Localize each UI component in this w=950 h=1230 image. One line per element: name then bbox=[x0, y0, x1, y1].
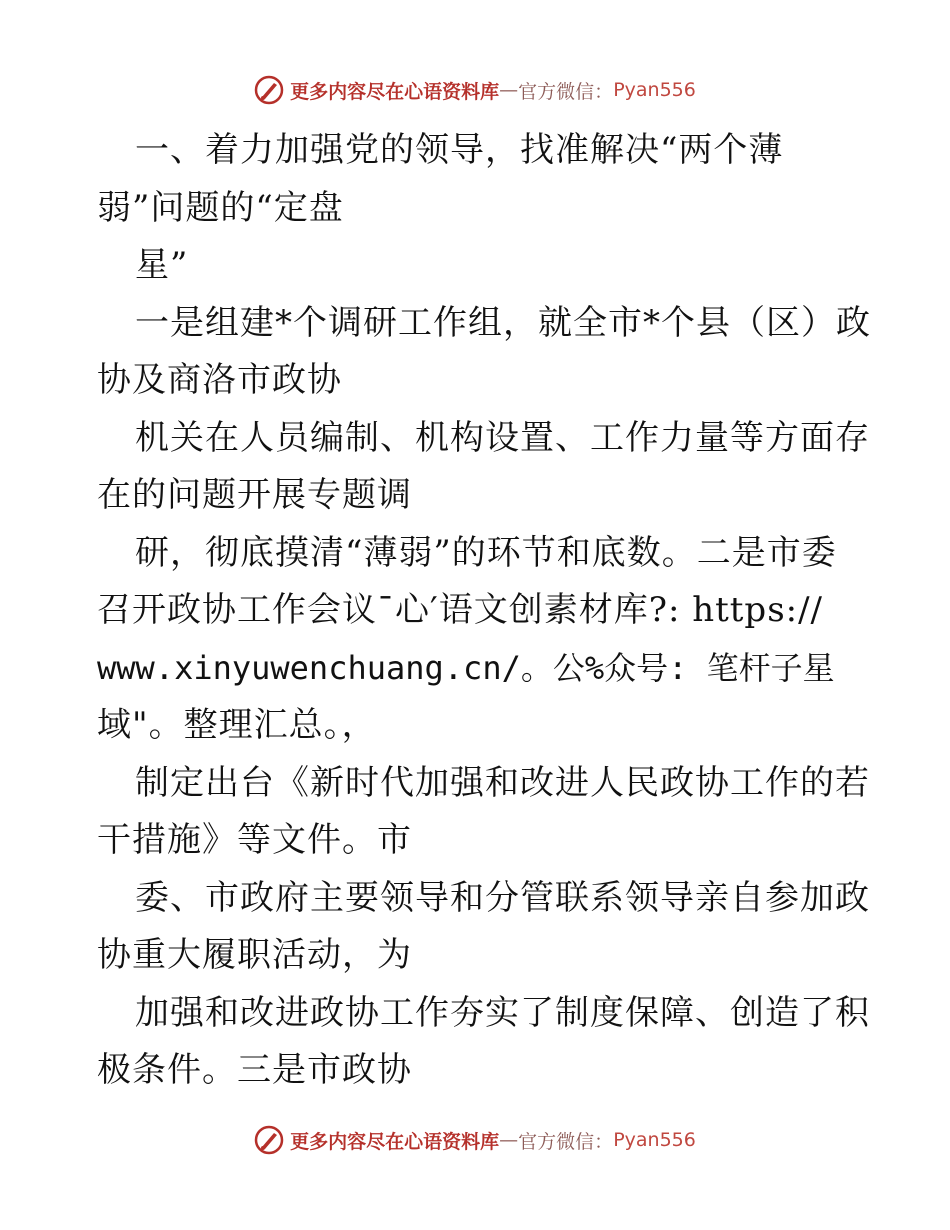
text-line: 一、着力加强党的领导，找准解决“两个薄 bbox=[135, 130, 784, 170]
text-line: 一是组建*个调研工作组，就全市*个县（区）政 bbox=[135, 302, 871, 343]
text-line: 星” bbox=[135, 245, 189, 285]
text-line: 协及商洛市政协 bbox=[97, 360, 342, 400]
text-line: 机关在人员编制、机构设置、工作力量等方面存 bbox=[135, 417, 870, 458]
text-line: 加强和改进政协工作夯实了制度保障、创造了积 bbox=[135, 992, 870, 1033]
document-body bbox=[97, 122, 887, 1100]
header-watermark bbox=[0, 70, 950, 110]
footer-watermark bbox=[0, 1120, 950, 1160]
text-line: 委、市政府主要领导和分管联系领导亲自参加政 bbox=[135, 877, 870, 918]
text-line: 弱”问题的“定盘 bbox=[97, 187, 344, 228]
watermark-id: Pyan556 bbox=[613, 79, 696, 101]
text-line: 极条件。三是市政协 bbox=[97, 1050, 412, 1090]
text-line: 制定出台《新时代加强和改进人民政协工作的若 bbox=[135, 762, 870, 803]
watermark-main-text: 更多内容尽在心语资料库 bbox=[290, 80, 500, 103]
watermark-id: Pyan556 bbox=[613, 1129, 696, 1151]
text-line: 域"。整理汇总。， bbox=[97, 705, 377, 745]
watermark-separator: — bbox=[499, 1129, 519, 1151]
text-line: 干措施》等文件。市 bbox=[97, 820, 412, 860]
watermark-main-text: 更多内容尽在心语资料库 bbox=[290, 1130, 500, 1153]
text-line: 召开政协工作会议¯心′语文创素材库?: https:// bbox=[97, 590, 824, 630]
watermark-separator: — bbox=[499, 79, 519, 101]
quill-pen-logo-icon bbox=[254, 75, 284, 105]
text-line: 在的问题开展专题调 bbox=[97, 475, 412, 515]
quill-pen-logo-icon bbox=[254, 1125, 284, 1155]
watermark-label: 官方微信： bbox=[518, 80, 614, 103]
text-line: 研，彻底摸清“薄弱”的环节和底数。二是市委 bbox=[135, 532, 837, 573]
text-line: 协重大履职活动，为 bbox=[97, 935, 412, 975]
watermark-label: 官方微信： bbox=[518, 1130, 614, 1153]
text-line: www.xinyuwenchuang.cn/。公%众号: 笔杆子星 bbox=[97, 648, 835, 687]
